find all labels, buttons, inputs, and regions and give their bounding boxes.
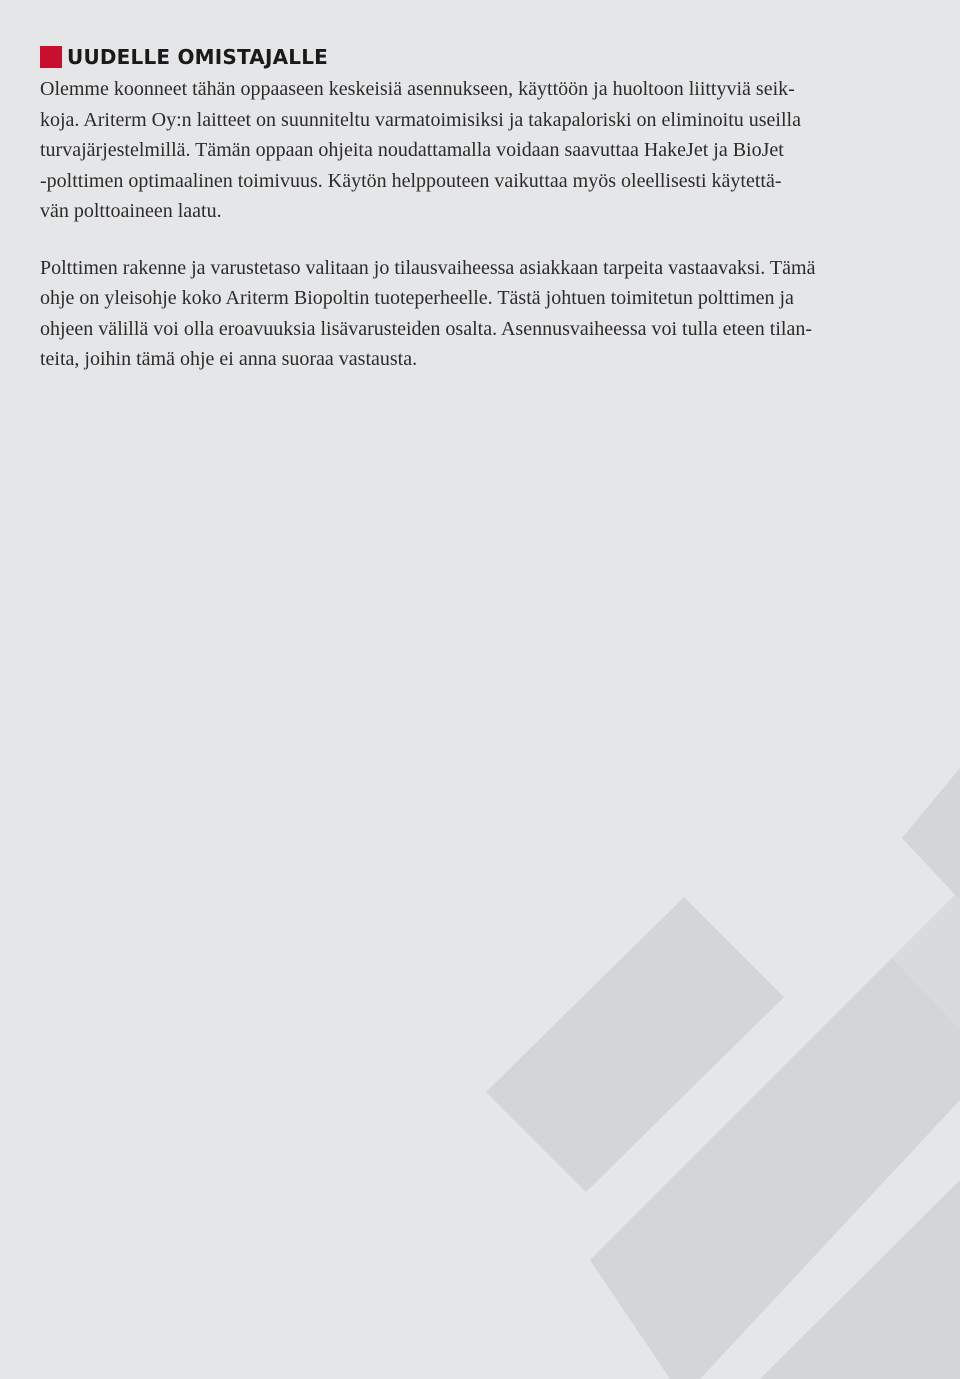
- red-square-marker: [40, 46, 62, 68]
- decor-shape-5: [902, 768, 960, 900]
- paragraph-line: ohje on yleisohje koko Ariterm Biopoltin tuoteperheelle. Tästä johtuen toimitetun polttimen ja: [40, 287, 794, 309]
- section-title: UUDELLE OMISTAJALLE: [67, 45, 329, 69]
- paragraph-line: Olemme koonneet tähän oppaaseen keskeisiä asennukseen, käyttöön ja huoltoon liittyviä seik-: [40, 78, 795, 100]
- paragraph-line: turvajärjestelmillä. Tämän oppaan ohjeita noudattamalla voidaan saavuttaa HakeJet ja BioJet: [40, 139, 784, 161]
- paragraph-line: koja. Ariterm Oy:n laitteet on suunniteltu varmatoimisiksi ja takapaloriski on eliminoitu useilla: [40, 108, 801, 131]
- text-content: [40, 40, 920, 375]
- paragraph-line: vän polttoaineen laatu.: [40, 200, 222, 222]
- paragraph-line: Polttimen rakenne ja varustetaso valitaan jo tilausvaiheessa asiakkaan tarpeita vastaavaksi. Tämä: [40, 256, 816, 279]
- product-info-paragraph: [40, 253, 920, 375]
- section-heading: [40, 40, 920, 74]
- paragraph-line: teita, joihin tämä ohje ei anna suoraa vastausta.: [40, 348, 418, 370]
- paragraph-line: ohjeen välillä voi olla eroavuuksia lisävarusteiden osalta. Asennusvaiheessa voi tulla eteen tilan-: [40, 317, 812, 340]
- paragraph-line: -polttimen optimaalinen toimivuus. Käytön helppouteen vaikuttaa myös oleellisesti käytettä-: [40, 169, 782, 192]
- intro-paragraph: [40, 74, 920, 227]
